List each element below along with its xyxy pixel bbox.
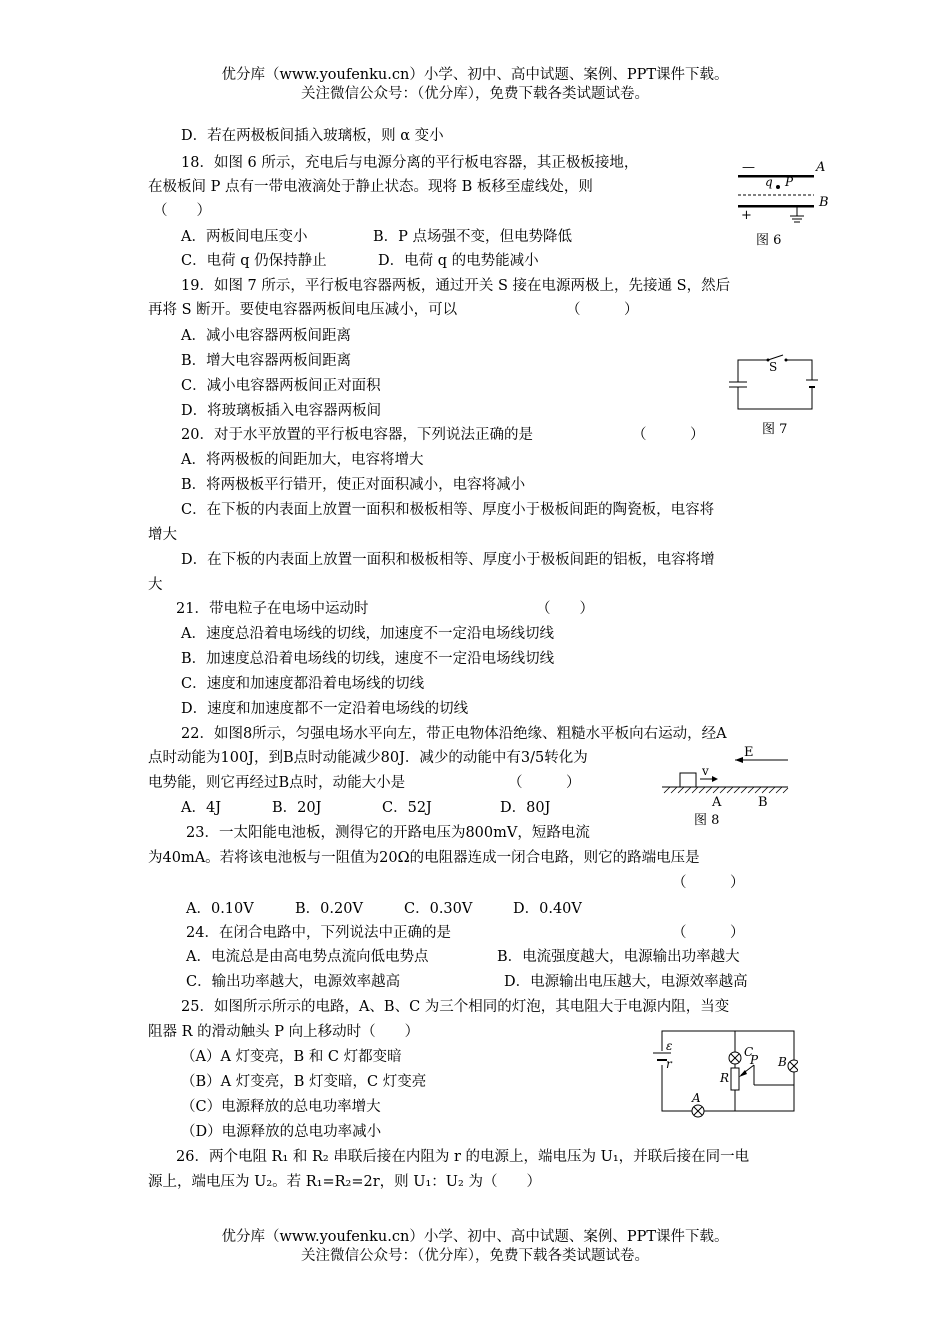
q25-option-b: （B）A 灯变亮，B 灯变暗，C 灯变亮 — [181, 1074, 427, 1090]
q21-option-a: A．速度总沿着电场线的切线，加速度不一定沿电场线切线 — [181, 626, 554, 642]
q21-bracket: （ ） — [536, 601, 594, 617]
figure-6-caption: 图 6 — [756, 233, 782, 248]
q18-stem-1: 18．如图 6 所示，充电后与电源分离的平行板电容器，其正极板接地， — [181, 155, 639, 171]
q24-option-b: B．电流强度越大，电源输出功率越大 — [497, 949, 740, 965]
q23-option-b: B．0.20V — [295, 901, 363, 917]
figure-7-caption: 图 7 — [762, 422, 788, 437]
q24-option-a: A．电流总是由高电势点流向低电势点 — [186, 949, 429, 965]
header-line-1: 优分库（www.youfenku.cn）小学、初中、高中试题、案例、PPT课件下载。 — [221, 67, 729, 83]
label-e: E — [744, 745, 754, 760]
q19-option-b: B．增大电容器两板间距离 — [181, 353, 352, 369]
q21-option-c: C．速度和加速度都沿着电场线的切线 — [181, 676, 425, 692]
q20-option-d-2: 大 — [148, 577, 163, 593]
q23-bracket: （ ） — [672, 875, 745, 891]
q25-option-a: （A）A 灯变亮，B 和 C 灯都变暗 — [181, 1049, 402, 1065]
droplet-dot — [776, 185, 780, 189]
label-p: P — [750, 1053, 759, 1067]
q23-option-c: C．0.30V — [404, 901, 473, 917]
q17-option-d: D．若在两极板间插入玻璃板，则 α 变小 — [181, 128, 444, 144]
q25-option-d: （D）电源释放的总电功率减小 — [181, 1124, 382, 1140]
q22-stem-3: 电势能，则它再经过B点时，动能大小是 — [148, 775, 406, 791]
q24-option-c: C．输出功率越大，电源效率越高 — [186, 974, 401, 990]
q22-option-c: C．52J — [382, 800, 432, 816]
q26-stem-1: 26．两个电阻 R₁ 和 R₂ 串联后接在内阻为 r 的电源上，端电压为 U₁，并联后接在同一电 — [176, 1149, 750, 1165]
q18-option-c: C．电荷 q 仍保持静止 — [181, 253, 327, 269]
label-s: S — [769, 360, 778, 374]
label-b: B — [778, 1055, 787, 1069]
q25-stem-1: 25．如图所示所示的电路，A、B、C 为三个相同的灯泡，其电阻大于电源内阻，当变 — [181, 999, 730, 1015]
figure-q25-circuit — [650, 1025, 798, 1120]
q26-stem-2: 源上，端电压为 U₂。若 R₁=R₂=2r，则 U₁：U₂ 为（ ） — [148, 1174, 541, 1190]
wire-right-top — [786, 360, 812, 380]
q18-bracket: （ ） — [153, 203, 211, 219]
q20-option-d-1: D．在下板的内表面上放置一面积和极板相等、厚度小于极板间距的铝板，电容将增 — [181, 552, 715, 568]
q18-option-d: D．电荷 q 的电势能减小 — [378, 253, 539, 269]
q21-option-d: D．速度和加速度都不一定沿着电场线的切线 — [181, 701, 469, 717]
surface-hatching — [664, 787, 788, 793]
label-p: P — [785, 175, 794, 189]
q19-stem-2: 再将 S 断开。要使电容器两板间电压减小，可以 — [148, 302, 458, 318]
minus-sign: — — [742, 160, 755, 175]
field-arrow-head — [735, 757, 743, 763]
wire-bottom — [738, 387, 812, 409]
q19-bracket: （ ） — [566, 302, 639, 318]
q19-option-d: D．将玻璃板插入电容器两板间 — [181, 403, 382, 419]
label-r: R — [720, 1071, 730, 1085]
figure-8-drawing — [660, 745, 790, 810]
q25-stem-2: 阻器 R 的滑动触头 P 向上移动时（ ） — [148, 1024, 420, 1040]
label-q: q — [765, 175, 773, 189]
q18-option-b: B．P 点场强不变，但电势降低 — [373, 229, 573, 245]
q22-option-b: B．20J — [272, 800, 322, 816]
q18-stem-2: 在极板间 P 点有一带电液滴处于静止状态。现将 B 板移至虚线处，则 — [148, 179, 593, 195]
q22-option-a: A．4J — [181, 800, 222, 816]
q19-stem-1: 19．如图 7 所示，平行板电容器两板，通过开关 S 接在电源两极上，先接通 S，然后 — [181, 278, 731, 294]
figure-8 — [660, 745, 790, 810]
wire-left-top — [738, 360, 768, 382]
label-r-internal: r — [666, 1057, 672, 1071]
label-a: A — [712, 795, 722, 810]
q20-option-a: A．将两极板的间距加大，电容将增大 — [181, 452, 424, 468]
plus-sign: + — [741, 208, 752, 223]
label-b: B — [758, 795, 768, 810]
q20-stem: 20．对于水平放置的平行板电容器，下列说法正确的是 — [181, 427, 533, 443]
label-b: B — [819, 195, 829, 210]
q23-option-d: D．0.40V — [513, 901, 582, 917]
q25-option-c: （C）电源释放的总电功率增大 — [181, 1099, 381, 1115]
figure-6 — [735, 158, 830, 233]
q22-stem-2: 点时动能为100J，到B点时动能减少80J．减少的动能中有3/5转化为 — [148, 750, 588, 766]
q20-option-c-1: C．在下板的内表面上放置一面积和极板相等、厚度小于极板间距的陶瓷板，电容将 — [181, 502, 715, 518]
header-line-2: 关注微信公众号：（优分库），免费下载各类试题试卷。 — [301, 86, 649, 102]
q18-option-a: A．两板间电压变小 — [181, 229, 308, 245]
label-v: v — [702, 764, 709, 778]
q24-stem: 24．在闭合电路中，下列说法中正确的是 — [186, 925, 451, 941]
label-a: A — [692, 1091, 701, 1105]
q20-bracket: （ ） — [632, 427, 705, 443]
footer-line-1: 优分库（www.youfenku.cn）小学、初中、高中试题、案例、PPT课件下载。 — [221, 1229, 729, 1245]
q23-stem-1: 23．一太阳能电池板，测得它的开路电压为800mV，短路电流 — [186, 825, 590, 841]
q21-option-b: B．加速度总沿着电场线的切线，速度不一定沿电场线切线 — [181, 651, 555, 667]
q22-stem-1: 22．如图8所示，匀强电场水平向左，带正电物体沿绝缘、粗糙水平板向右运动，经A — [181, 726, 727, 742]
q19-option-c: C．减小电容器两板间正对面积 — [181, 378, 381, 394]
q20-option-c-2: 增大 — [148, 527, 177, 543]
q19-option-a: A．减小电容器两板间距离 — [181, 328, 351, 344]
label-a: A — [816, 160, 826, 175]
q22-bracket: （ ） — [508, 775, 581, 791]
label-emf: ε — [666, 1039, 673, 1053]
q21-stem: 21．带电粒子在电场中运动时 — [176, 601, 369, 617]
q20-option-b: B．将两极板平行错开，使正对面积减小，电容将减小 — [181, 477, 526, 493]
q23-option-a: A．0.10V — [186, 901, 254, 917]
figure-7 — [728, 350, 823, 415]
q22-option-d: D．80J — [500, 800, 551, 816]
velocity-arrow-head — [712, 776, 718, 782]
plate-a — [738, 175, 814, 178]
q23-stem-2: 为40mA。若将该电池板与一阻值为20Ω的电阻器连成一闭合电路，则它的路端电压是 — [148, 850, 700, 866]
label-c: C — [744, 1045, 754, 1059]
footer-line-2: 关注微信公众号：（优分库），免费下载各类试题试卷。 — [301, 1248, 649, 1264]
q24-option-d: D．电源输出电压越大，电源效率越高 — [504, 974, 748, 990]
rheostat-r — [731, 1068, 739, 1090]
q24-bracket: （ ） — [672, 925, 745, 941]
lamp-b — [788, 1060, 798, 1072]
figure-8-caption: 图 8 — [694, 813, 720, 828]
block — [680, 773, 696, 787]
